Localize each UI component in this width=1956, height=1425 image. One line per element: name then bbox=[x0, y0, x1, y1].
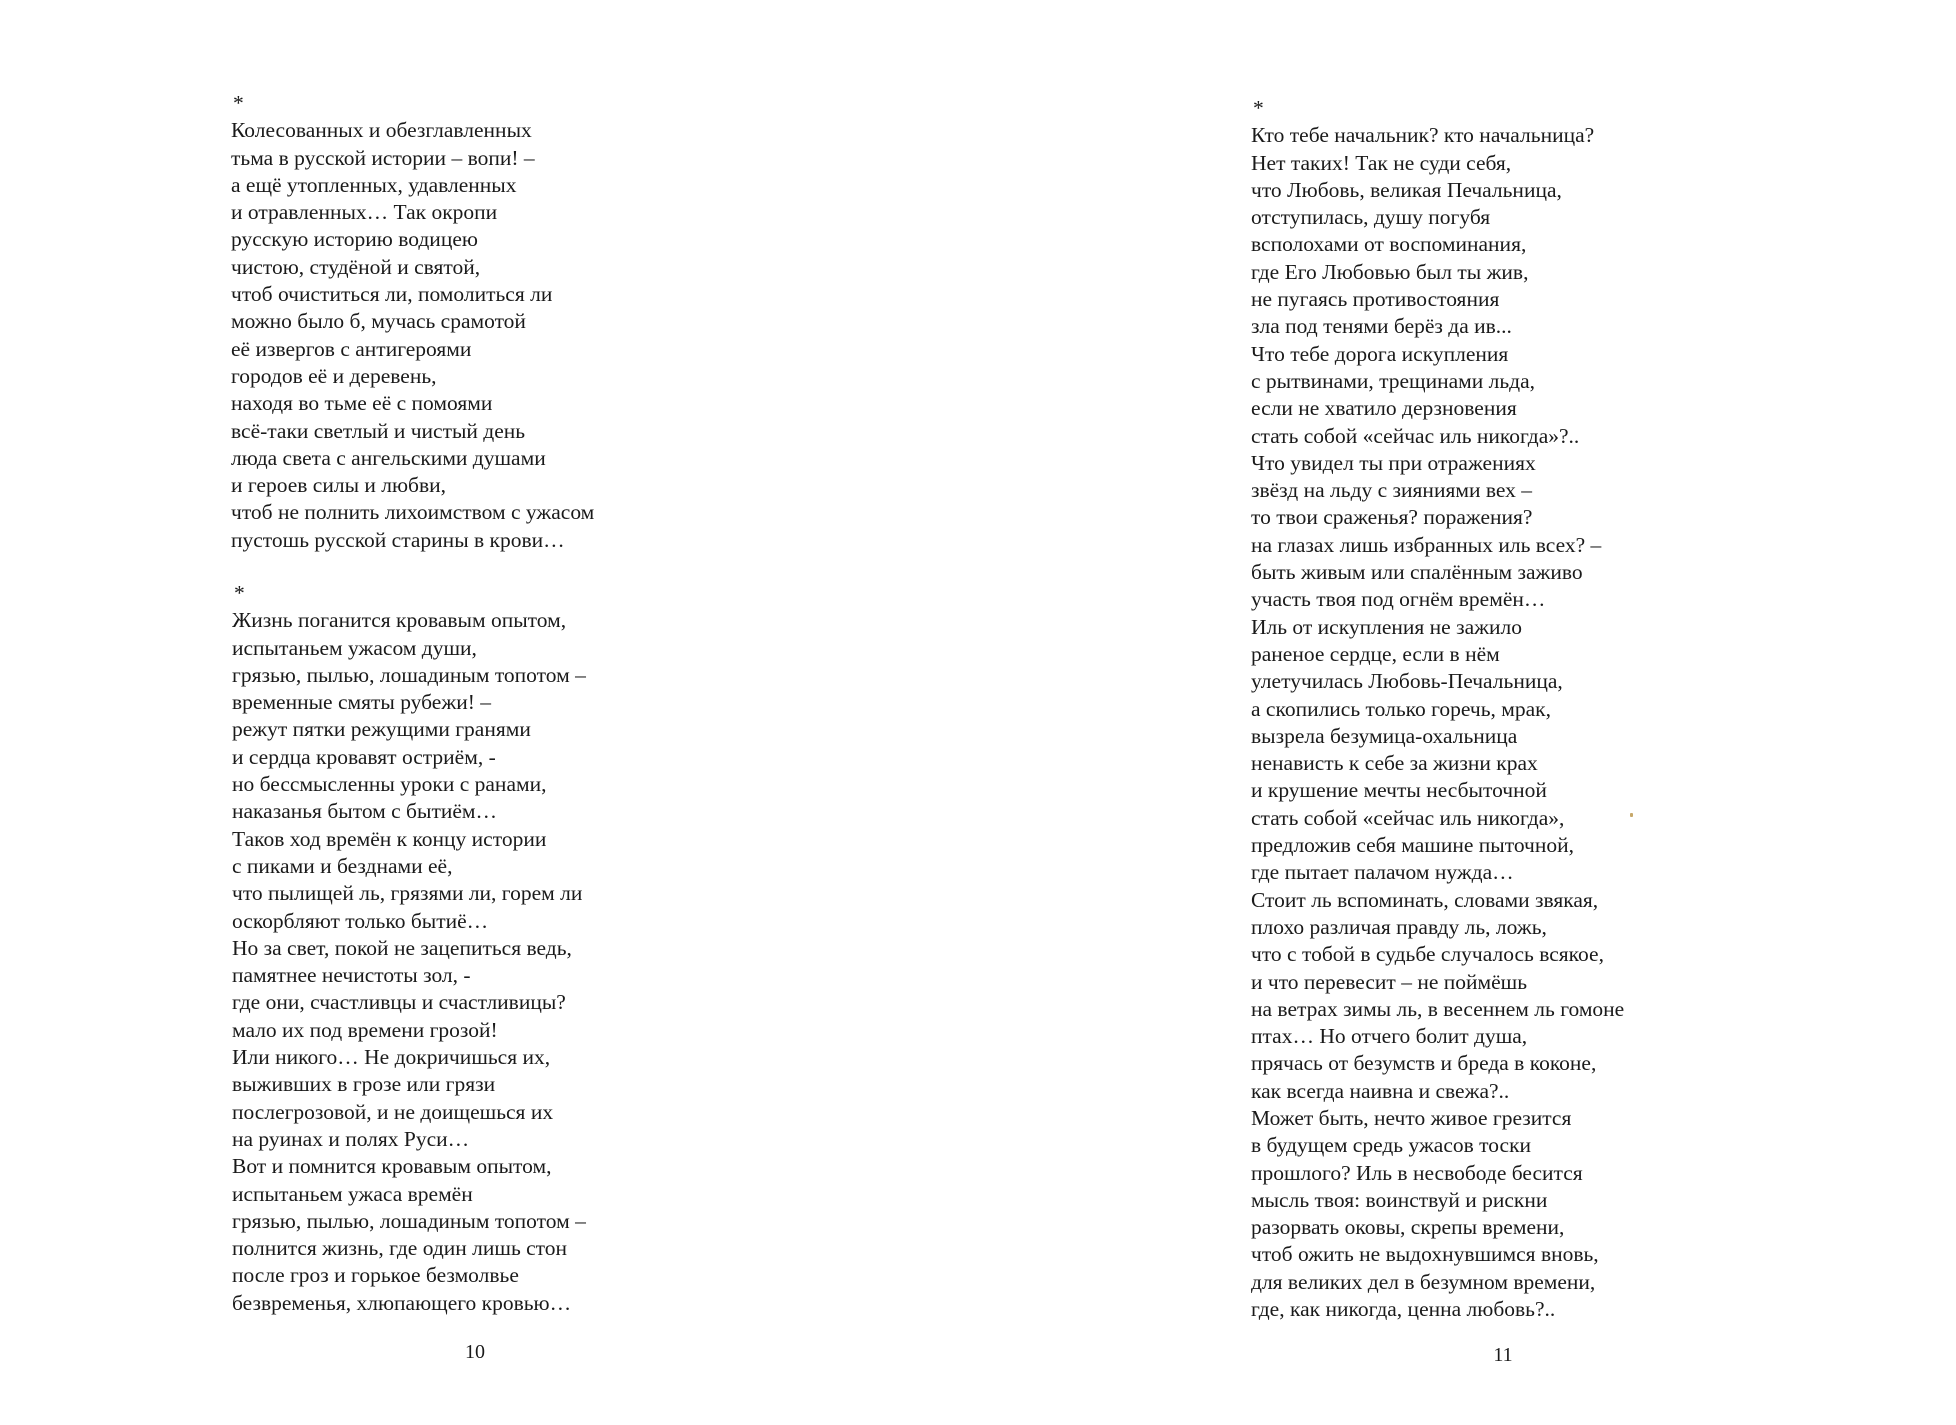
poem-line: и сердца кровавят остриём, - bbox=[232, 744, 496, 769]
poem-line: Или никого… Не докричишься их, bbox=[232, 1045, 551, 1070]
poem-line: улетучилась Любовь-Печальница, bbox=[1251, 669, 1563, 694]
poem-line: Нет таких! Так не суди себя, bbox=[1251, 150, 1512, 175]
poem-line: чтоб не полнить лихоимством с ужасом bbox=[231, 500, 595, 525]
poem-line: её извергов с антигероями bbox=[231, 336, 472, 361]
poem-line: и отравленных… Так окропи bbox=[231, 200, 498, 225]
poem-line: для великих дел в безумном времени, bbox=[1251, 1269, 1596, 1294]
poem-line: безвременья, хлюпающего кровью… bbox=[232, 1290, 572, 1315]
print-speck bbox=[1630, 813, 1633, 817]
poem-line: Что тебе дорога искупления bbox=[1251, 341, 1509, 366]
poem-line: люда света с ангельскими душами bbox=[231, 445, 546, 470]
poem-line: выживших в грозе или грязи bbox=[232, 1072, 496, 1097]
poem-line: городов её и деревень, bbox=[231, 363, 437, 388]
poem-line: можно было б, мучась срамотой bbox=[231, 309, 526, 334]
poem-line: наказанья бытом с бытиём… bbox=[232, 799, 497, 824]
poem-line: мало их под времени грозой! bbox=[232, 1017, 498, 1042]
poem-line: после гроз и горькое безмолвье bbox=[232, 1263, 519, 1288]
section-marker: * bbox=[234, 581, 245, 605]
poem-line: с рытвинами, трещинами льда, bbox=[1251, 368, 1536, 393]
poem-line: Таков ход времён к концу истории bbox=[232, 826, 547, 851]
poem-line: чистою, студёной и святой, bbox=[231, 254, 481, 279]
poem-line: не пугаясь противостояния bbox=[1251, 287, 1500, 312]
poem-line: и крушение мечты несбыточной bbox=[1251, 778, 1547, 803]
poem-line: Жизнь поганится кровавым опытом, bbox=[232, 608, 567, 633]
poem-line: и что перевесит – не поймёшь bbox=[1251, 969, 1528, 994]
poem-line: пустошь русской старины в крови… bbox=[231, 527, 565, 552]
poem bbox=[232, 580, 586, 1317]
poem-line: стать собой «сейчас иль никогда»?.. bbox=[1251, 423, 1580, 448]
poem-line: быть живым или спалённым заживо bbox=[1251, 560, 1583, 585]
poem-line: Колесованных и обезглавленных bbox=[231, 118, 532, 143]
poem-line: в будущем средь ужасов тоски bbox=[1251, 1133, 1532, 1158]
poem-line: памятнее нечистоты зол, - bbox=[232, 963, 471, 988]
poem-lines bbox=[1251, 122, 1624, 1323]
poem-line: но бессмысленны уроки с ранами, bbox=[232, 772, 547, 797]
poem-line: Стоит ль вспоминать, словами звякая, bbox=[1251, 887, 1599, 912]
poem-line: русскую историю водицею bbox=[231, 227, 478, 252]
poem-line: как всегда наивна и свежа?.. bbox=[1251, 1078, 1510, 1103]
poem bbox=[1251, 95, 1624, 1323]
poem-line: птах… Но отчего болит душа, bbox=[1251, 1024, 1528, 1049]
poem bbox=[231, 90, 594, 554]
poem-line: плохо различая правду ль, ложь, bbox=[1251, 914, 1547, 939]
poem-line: на глазах лишь избранных иль всех? – bbox=[1251, 532, 1602, 557]
poem-line: Может быть, нечто живое грезится bbox=[1251, 1105, 1572, 1130]
poem-line: ненависть к себе за жизни крах bbox=[1251, 751, 1538, 776]
poem-line: что Любовь, великая Печальница, bbox=[1251, 177, 1562, 202]
poem-line: испытаньем ужасом души, bbox=[232, 635, 477, 660]
poem-line: Что увидел ты при отражениях bbox=[1251, 450, 1536, 475]
poem-line: а скопились только горечь, мрак, bbox=[1251, 696, 1552, 721]
poem-line: прячась от безумств и бреда в коконе, bbox=[1251, 1051, 1597, 1076]
poem-line: зла под тенями берёз да ив... bbox=[1251, 314, 1512, 339]
poem-line: где, как никогда, ценна любовь?.. bbox=[1251, 1297, 1556, 1322]
poem-line: вызрела безумица-охальница bbox=[1251, 723, 1518, 748]
poem-line: Кто тебе начальник? кто начальница? bbox=[1251, 123, 1595, 148]
poem-line: грязью, пылью, лошадиным топотом – bbox=[232, 662, 586, 687]
poem-line: временныe смяты рубежи! – bbox=[232, 690, 491, 715]
poem-line: полнится жизнь, где один лишь стон bbox=[232, 1236, 568, 1261]
poem-line: то твои сраженья? поражения? bbox=[1251, 505, 1533, 530]
poem-line: Но за свет, покой не зацепиться ведь, bbox=[232, 935, 572, 960]
poem-line: где они, счастливцы и счастливицы? bbox=[232, 990, 566, 1015]
poem-line: Вот и помнится кровавым опытом, bbox=[232, 1154, 552, 1179]
poem-line: звёзд на льду с зияниями вех – bbox=[1251, 478, 1532, 503]
poem-line: если не хватило дерзновения bbox=[1251, 396, 1517, 421]
poem-lines bbox=[232, 607, 586, 1317]
poem-line: участь твоя под огнём времён… bbox=[1251, 587, 1546, 612]
poem-line: что с тобой в судьбе случалось всякое, bbox=[1251, 942, 1604, 967]
poem-line: всё-таки светлый и чистый день bbox=[231, 418, 526, 443]
section-marker: * bbox=[233, 91, 244, 115]
page-number: 11 bbox=[1493, 1344, 1513, 1366]
poem-line: что пылищей ль, грязями ли, горем ли bbox=[232, 881, 583, 906]
poem-lines bbox=[231, 117, 594, 554]
poem-line: грязью, пылью, лошадиным топотом – bbox=[232, 1208, 586, 1233]
poem-line: стать собой «сейчас иль никогда», bbox=[1251, 805, 1565, 830]
poem-line: на ветрах зимы ль, в весеннем ль гомоне bbox=[1251, 996, 1625, 1021]
poem-line: прошлого? Иль в несвободе бесится bbox=[1251, 1160, 1583, 1185]
poem-line: тьма в русской истории – вопи! – bbox=[231, 145, 535, 170]
poem-line: чтоб ожить не выдохнувшимся вновь, bbox=[1251, 1242, 1599, 1267]
right-page bbox=[978, 0, 1956, 1425]
section-marker: * bbox=[1253, 96, 1264, 120]
poem-line: раненое сердце, если в нём bbox=[1251, 641, 1500, 666]
poem-line: где пытает палачом нужда… bbox=[1251, 860, 1514, 885]
poem-line: чтоб очиститься ли, помолиться ли bbox=[231, 282, 553, 307]
page-number: 10 bbox=[465, 1341, 485, 1363]
poem-line: а ещё утопленных, удавленных bbox=[231, 172, 517, 197]
poem-line: предложив себя машине пыточной, bbox=[1251, 833, 1574, 858]
poem-line: режут пятки режущими гранями bbox=[232, 717, 531, 742]
poem-line: испытаньем ужаса времён bbox=[232, 1181, 473, 1206]
poem-line: мысль твоя: воинствуй и рискни bbox=[1251, 1187, 1548, 1212]
poem-line: с пиками и безднами её, bbox=[232, 853, 453, 878]
poem-line: находя во тьме её с помоями bbox=[231, 391, 493, 416]
poem-line: всполохами от воспоминания, bbox=[1251, 232, 1527, 257]
poem-line: послегрозовой, и не доищешься их bbox=[232, 1099, 554, 1124]
poem-line: где Его Любовью был ты жив, bbox=[1251, 259, 1529, 284]
poem-line: на руинах и полях Руси… bbox=[232, 1126, 470, 1151]
poem-line: отступилась, душу погубя bbox=[1251, 205, 1491, 230]
poem-line: и героев силы и любви, bbox=[231, 473, 447, 498]
poem-line: оскорбляют только бытиё… bbox=[232, 908, 489, 933]
poem-line: разорвать оковы, скрепы времени, bbox=[1251, 1215, 1565, 1240]
poem-line: Иль от искупления не зажило bbox=[1251, 614, 1522, 639]
